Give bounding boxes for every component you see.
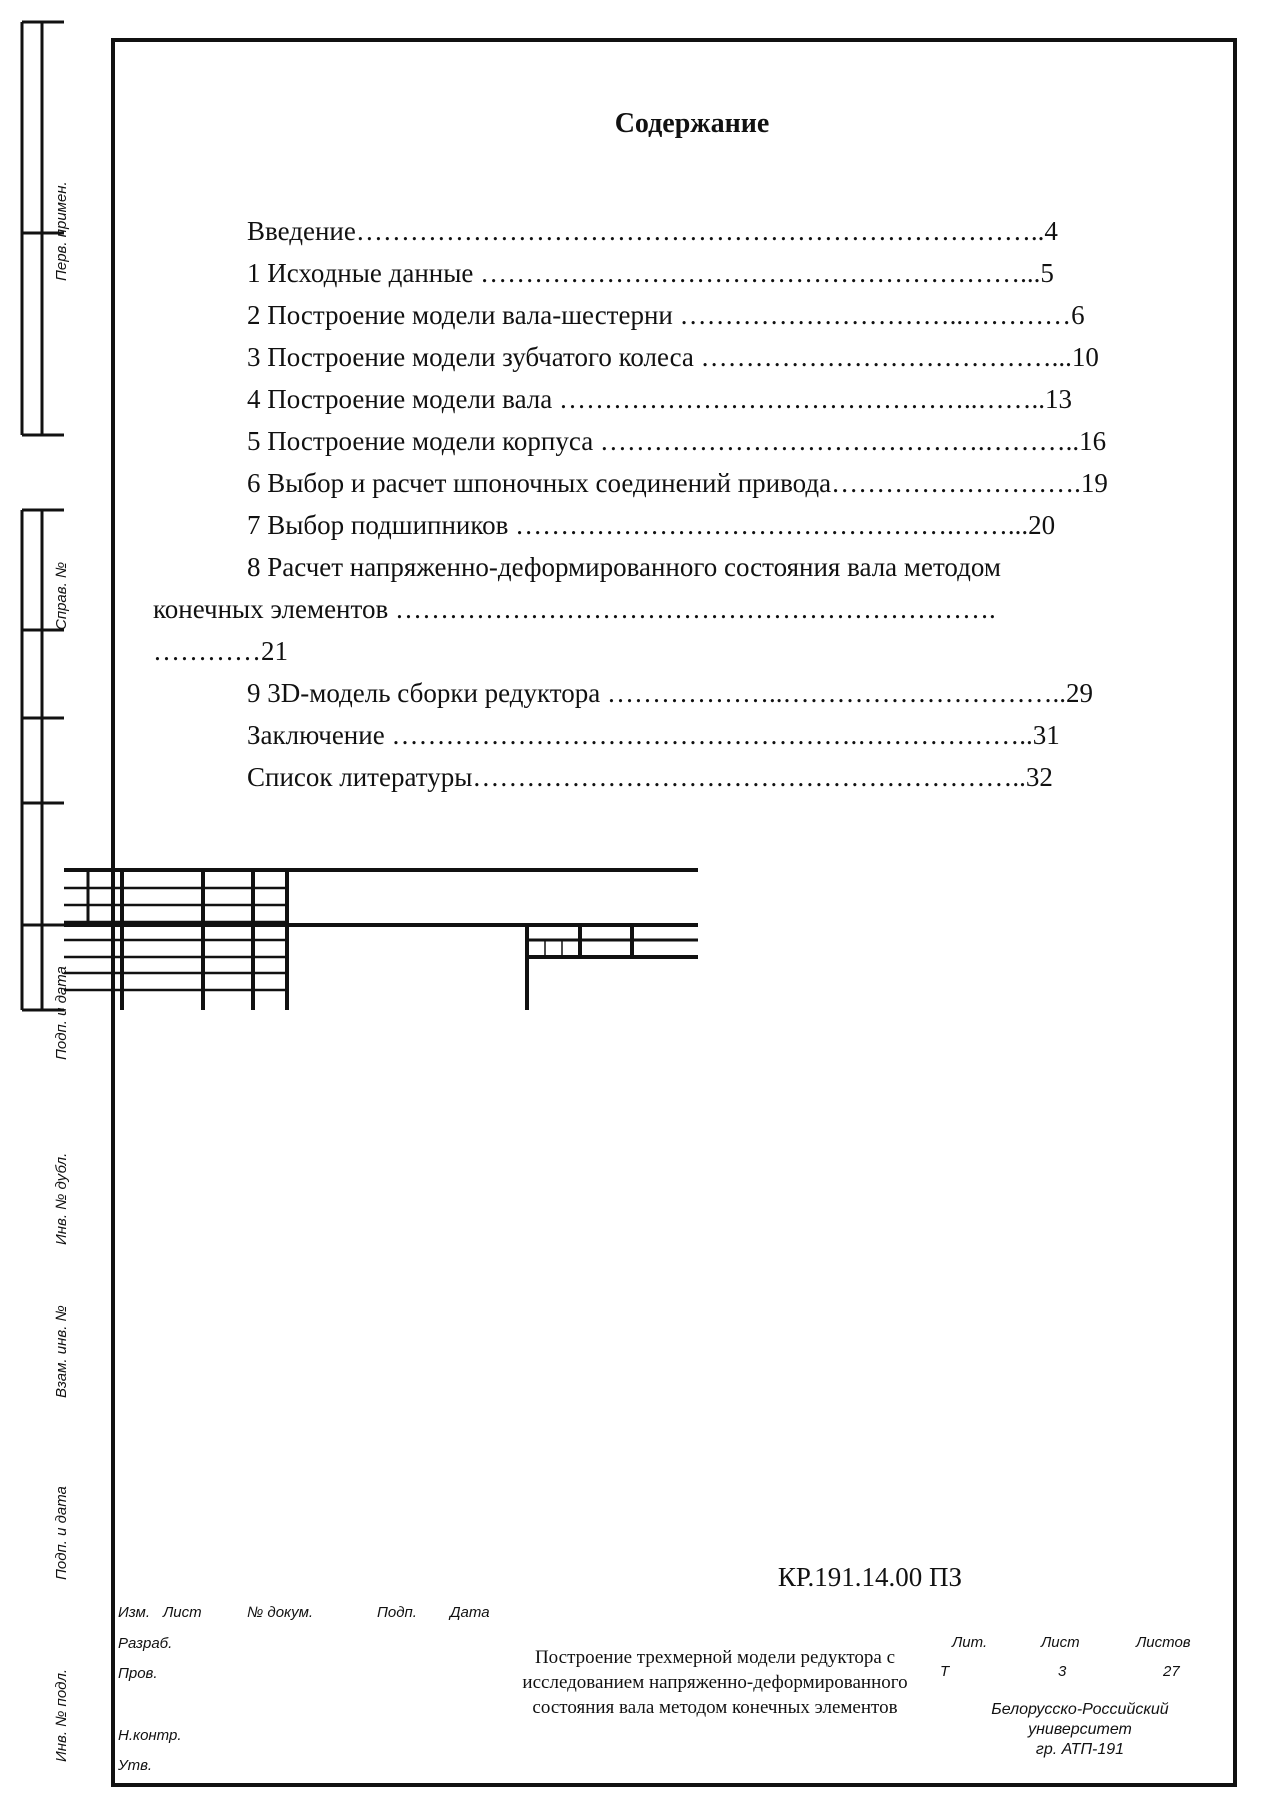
header-data: Дата [450, 1604, 490, 1621]
listov-label: Листов [1136, 1634, 1191, 1651]
role-utv: Утв. [118, 1757, 153, 1774]
organization-block [960, 1700, 1200, 1760]
toc-entry-intro: Введение…………………………………………………………………..4 [247, 216, 1058, 246]
listov-value: 27 [1163, 1663, 1180, 1680]
header-podp: Подп. [377, 1604, 417, 1621]
organization-name: Белорусско-Российский университет [991, 1701, 1169, 1738]
toc-entry-8-page: …………21 [153, 636, 288, 666]
group-name: гр. АТП-191 [1035, 1741, 1125, 1758]
side-label-sprav-no: Справ. № [53, 561, 70, 630]
role-prov: Пров. [118, 1665, 158, 1682]
toc-entry-7: 7 Выбор подшипников ………………………………………….……...20 [247, 510, 1056, 540]
lit-label: Лит. [952, 1634, 988, 1651]
toc-entry-3: 3 Построение модели зубчатого колеса …………………………………...10 [247, 342, 1099, 372]
side-label-podp-data-1: Подп. и дата [53, 966, 70, 1060]
toc-entry-8: 8 Расчет напряженно-деформированного состояния вала методом [247, 552, 1001, 582]
toc-entry-5: 5 Построение модели корпуса …………………………………….………..16 [247, 426, 1107, 456]
toc-entry-2: 2 Построение модели вала-шестерни …………………………..…………6 [247, 300, 1085, 330]
header-list: Лист [163, 1604, 202, 1621]
role-n-kontr: Н.контр. [118, 1727, 182, 1744]
header-izm: Изм. [118, 1604, 150, 1621]
document-title: Построение трехмерной модели редуктора с исследованием напряженно-деформированного состояния вала методом конечных элементов [522, 1647, 908, 1718]
toc-entry-8-cont: конечных элементов …………………………………………………………. [153, 594, 996, 624]
list-value: 3 [1058, 1663, 1067, 1680]
toc-entry-references: Список литературы……………………………………………………..32 [247, 762, 1053, 792]
list-label: Лист [1041, 1634, 1080, 1651]
side-label-inv-dubl: Инв. № дубл. [53, 1152, 70, 1245]
table-of-contents [153, 210, 1228, 798]
document-code: КР.191.14.00 ПЗ [777, 1562, 963, 1592]
role-razrab: Разраб. [118, 1635, 173, 1652]
toc-entry-9: 9 3D-модель сборки редуктора ………………..…………………………..29 [247, 678, 1093, 708]
side-label-podp-data-2: Подп. и дата [53, 1486, 70, 1580]
side-label-vzam-inv: Взам. инв. № [53, 1305, 70, 1398]
toc-entry-6: 6 Выбор и расчет шпоночных соединений привода……………………….19 [247, 468, 1108, 498]
lit-value: Т [940, 1663, 950, 1680]
side-label-inv-podl: Инв. № подл. [53, 1668, 70, 1762]
side-label-perv-primen: Перв. примен. [53, 181, 70, 281]
toc-entry-1: 1 Исходные данные ……………………………………………………...5 [247, 258, 1054, 288]
toc-entry-4: 4 Построение модели вала ………………………………………..……..13 [247, 384, 1073, 414]
toc-entry-conclusion: Заключение …………………………………………….………………..31 [247, 720, 1060, 750]
header-no-dokum: № докум. [247, 1604, 314, 1621]
page-title: Содержание [614, 108, 770, 139]
